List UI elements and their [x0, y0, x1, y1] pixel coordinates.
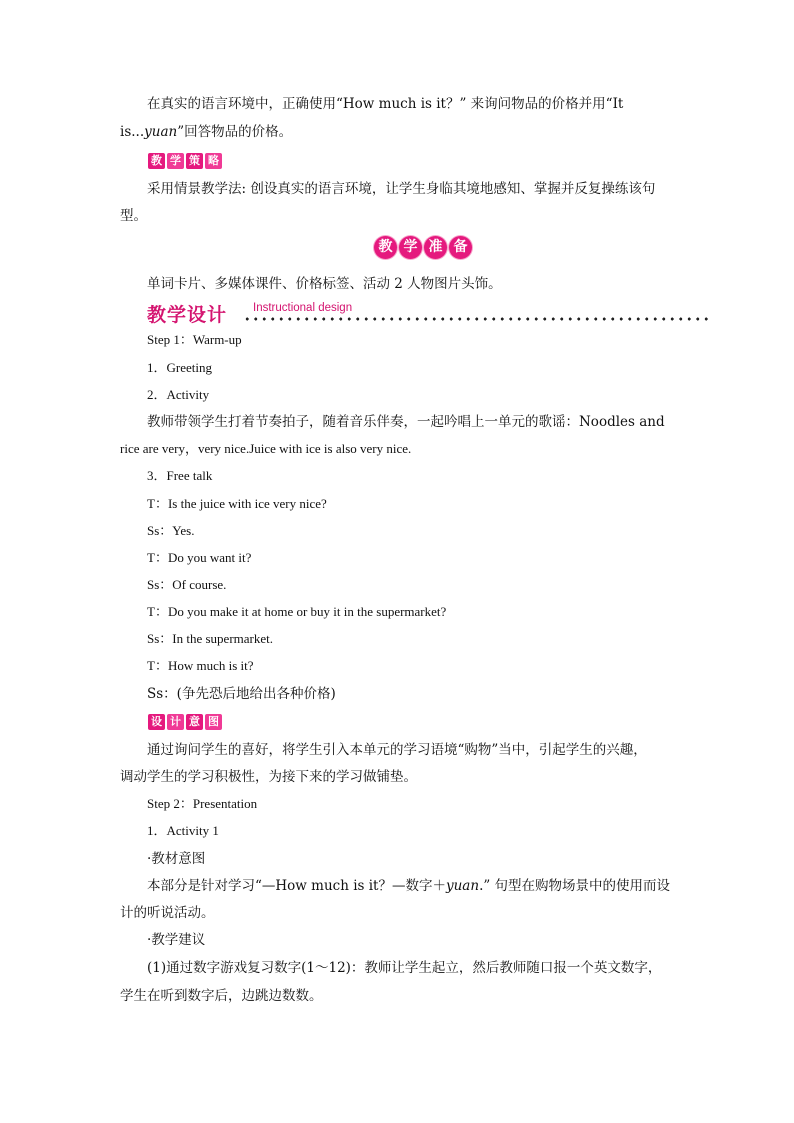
- intent-tag-char: 设: [148, 714, 165, 730]
- preparation-tag-char: 学: [399, 236, 422, 259]
- teaching-advice-line-2: 学生在听到数字后，边跳边数数。: [120, 988, 323, 1004]
- design-header: [147, 300, 717, 328]
- intent-tag-char: 意: [186, 714, 203, 730]
- teaching-advice-heading: ·教学建议: [147, 932, 206, 948]
- strategy-tag-char: 略: [205, 153, 222, 169]
- dialogue-line: Ss：Yes.: [147, 523, 195, 538]
- preparation-tag: [374, 236, 472, 262]
- intent-part-a: 本部分是针对学习“—How much is it？—数字＋: [147, 878, 446, 894]
- objective-line-1: 在真实的语言环境中，正确使用“How much is it？” 来询问物品的价格并用“It: [147, 96, 624, 112]
- objective-yuan: yuan: [144, 124, 178, 140]
- step2-item-activity1: 1．Activity 1: [147, 823, 219, 838]
- strategy-line-2: 型。: [120, 208, 147, 224]
- step1-item-free-talk: 3．Free talk: [147, 468, 213, 483]
- step2-title: Step 2：Presentation: [147, 796, 258, 811]
- textbook-intent-line-2: 计的听说活动。: [120, 905, 215, 921]
- dotted-rule: [243, 316, 711, 322]
- step1-item-activity: 2．Activity: [147, 387, 210, 402]
- design-subtitle: Instructional design: [253, 302, 353, 314]
- intent-tag-char: 图: [205, 714, 222, 730]
- objective-rest: ”回答物品的价格。: [177, 124, 293, 140]
- intent-tag: [148, 713, 222, 731]
- objective-is: is...: [120, 124, 145, 140]
- design-title: 教学设计: [147, 304, 228, 326]
- strategy-tag-char: 策: [186, 153, 203, 169]
- preparation-tag-char: 教: [374, 236, 397, 259]
- intent-line-2: 调动学生的学习积极性，为接下来的学习做铺垫。: [120, 769, 417, 785]
- dialogue-line: T：Do you make it at home or buy it in the supermarket?: [147, 604, 447, 619]
- dialogue-line: Ss：Of course.: [147, 577, 227, 592]
- intent-part-yuan: yuan: [445, 878, 480, 894]
- textbook-intent-line-1: [147, 877, 703, 895]
- teaching-advice-line-1: (1)通过数字游戏复习数字(1～12)：教师让学生起立，然后教师随口报一个英文数字，: [147, 960, 662, 976]
- dialogue-line: T：How much is it?: [147, 658, 254, 673]
- dialogue-line: T：Do you want it?: [147, 550, 252, 565]
- strategy-line-1: 采用情景教学法: 创设真实的语言环境，让学生身临其境地感知、掌握并反复操练该句: [147, 181, 656, 197]
- step1-item-greeting: 1．Greeting: [147, 360, 212, 375]
- strategy-tag: [148, 152, 222, 170]
- intent-part-c: .” 句型在购物场景中的使用而设: [479, 878, 671, 894]
- preparation-tag-char: 备: [449, 236, 472, 259]
- intent-line-1: 通过询问学生的喜好，将学生引入本单元的学习语境“购物”当中，引起学生的兴趣，: [147, 742, 647, 758]
- strategy-tag-char: 教: [148, 153, 165, 169]
- preparation-text: 单词卡片、多媒体课件、价格标签、活动 2 人物图片头饰。: [147, 276, 502, 292]
- dialogue-line: Ss：(争先恐后地给出各种价格): [147, 686, 336, 702]
- dialogue-line: Ss：In the supermarket.: [147, 631, 274, 646]
- step1-title: Step 1：Warm-up: [147, 332, 242, 347]
- textbook-intent-heading: ·教材意图: [147, 851, 206, 867]
- intent-tag-char: 计: [167, 714, 184, 730]
- preparation-tag-char: 准: [424, 236, 447, 259]
- strategy-tag-char: 学: [167, 153, 184, 169]
- objective-line-2: [120, 123, 676, 141]
- activity-line-2: rice are very，very nice.Juice with ice is also very nice.: [120, 441, 412, 456]
- dialogue-line: T：Is the juice with ice very nice?: [147, 496, 327, 511]
- activity-line-1: 教师带领学生打着节奏拍子，随着音乐伴奏，一起吟唱上一单元的歌谣：Noodles and: [147, 414, 665, 430]
